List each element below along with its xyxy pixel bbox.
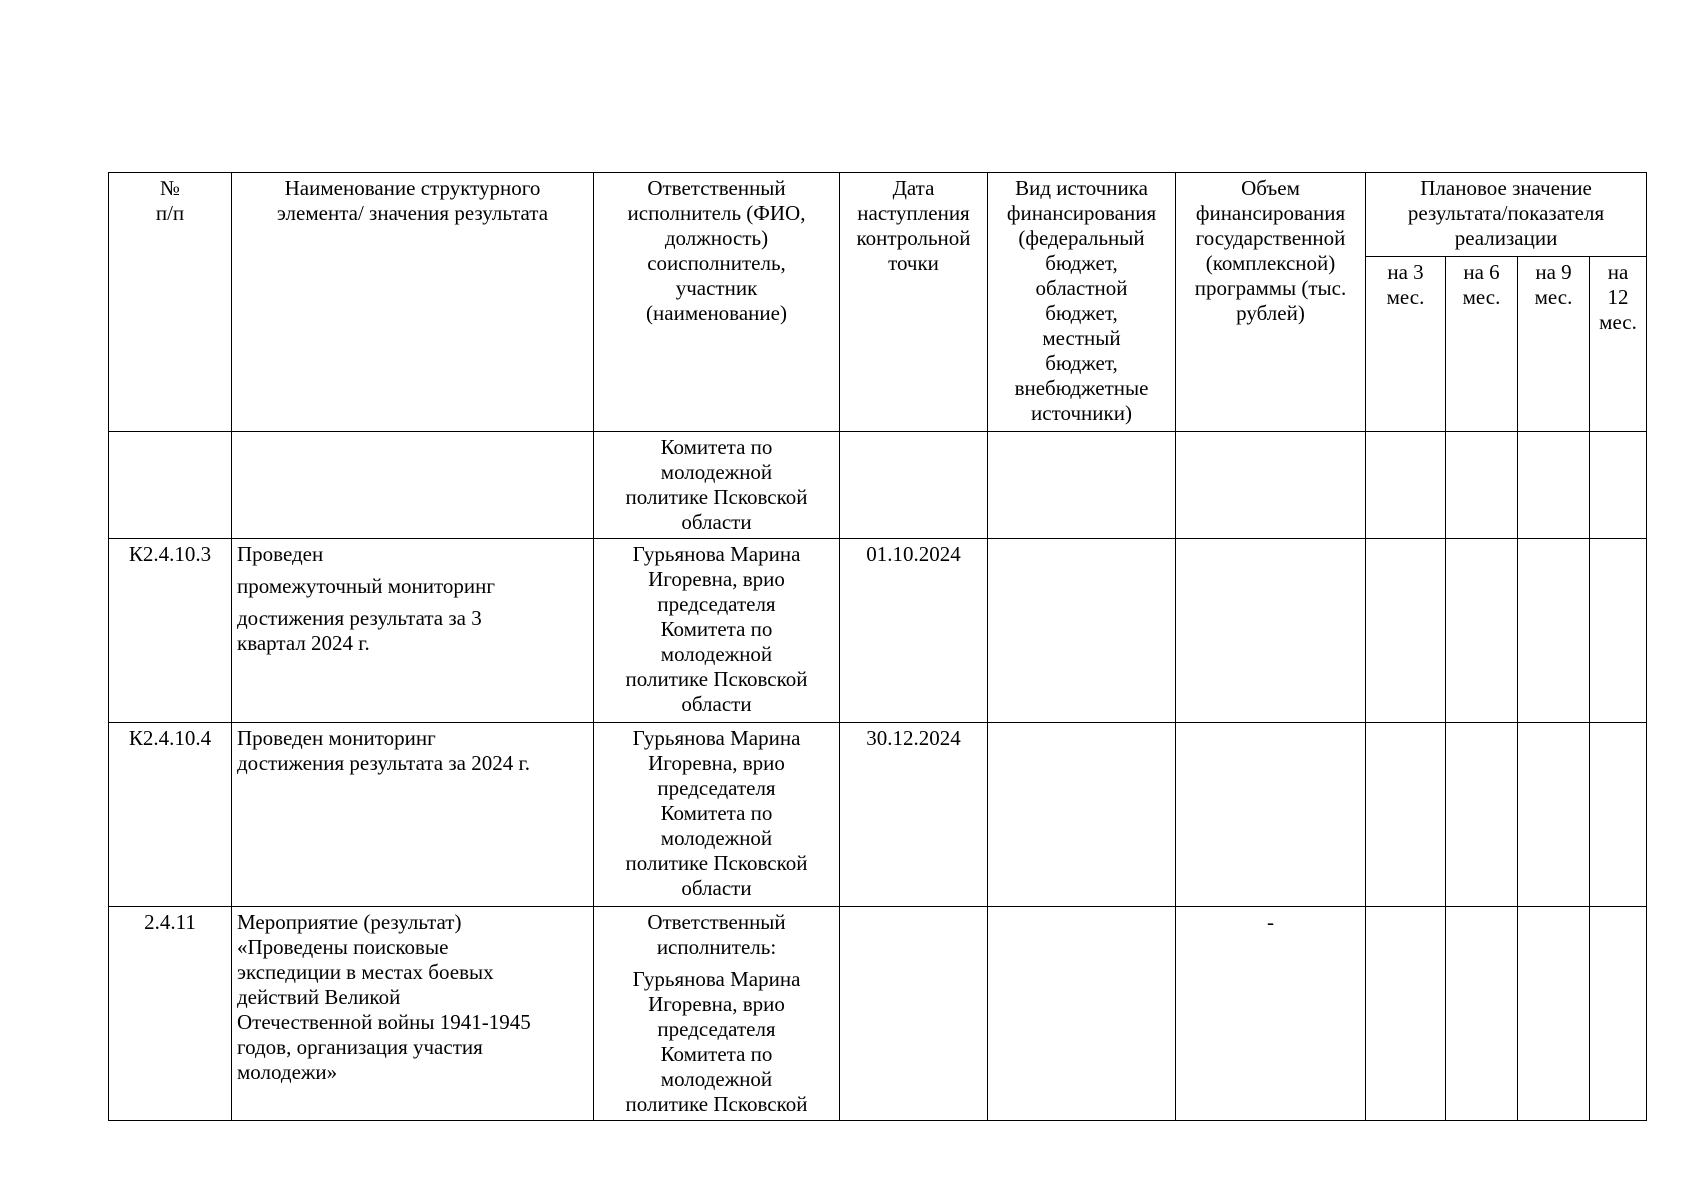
row-date: 30.12.2024 xyxy=(840,723,988,907)
header-12-months: на 12 мес. xyxy=(1590,257,1647,432)
row-date: 01.10.2024 xyxy=(840,539,988,723)
row-responsible: Гурьянова Марина Игоревна, врио председателя Комитета по молодежной политике Псковской области xyxy=(594,723,840,907)
row-source xyxy=(988,539,1176,723)
header-plan: Плановое значение результата/показателя реализации xyxy=(1366,173,1647,257)
row-date xyxy=(840,432,988,539)
table-row xyxy=(109,907,1647,1121)
row-plan-3 xyxy=(1366,723,1446,907)
row-plan-3 xyxy=(1366,432,1446,539)
row-name-line: достижения результата за 3 квартал 2024 г. xyxy=(237,606,482,655)
row-plan-12 xyxy=(1590,907,1647,1121)
row-volume xyxy=(1176,432,1366,539)
row-num: 2.4.11 xyxy=(109,907,232,1121)
header-source: Вид источника финансирования (федеральный бюджет, областной бюджет, местный бюджет, внебюджетные источники) xyxy=(988,173,1176,432)
row-plan-12 xyxy=(1590,432,1647,539)
row-plan-9 xyxy=(1518,539,1590,723)
row-plan-6 xyxy=(1446,539,1518,723)
row-responsible: Комитета по молодежной политике Псковской области xyxy=(594,432,840,539)
row-plan-6 xyxy=(1446,723,1518,907)
header-3-months: на 3 мес. xyxy=(1366,257,1446,432)
row-source xyxy=(988,723,1176,907)
row-responsible: Гурьянова Марина Игоревна, врио председателя Комитета по молодежной политике Псковской области xyxy=(594,539,840,723)
row-volume xyxy=(1176,539,1366,723)
row-name xyxy=(232,539,594,723)
header-9-months: на 9 мес. xyxy=(1518,257,1590,432)
row-name-line: промежуточный мониторинг xyxy=(237,574,495,598)
row-name: Мероприятие (результат) «Проведены поисковые экспедиции в местах боевых действий Великой Отечественной войны 1941-1945 годов, организация участия молодежи» xyxy=(232,907,594,1121)
row-plan-3 xyxy=(1366,539,1446,723)
header-date: Дата наступления контрольной точки xyxy=(840,173,988,432)
plan-table xyxy=(108,172,1647,1121)
row-plan-6 xyxy=(1446,907,1518,1121)
row-source xyxy=(988,907,1176,1121)
row-volume xyxy=(1176,723,1366,907)
table-row xyxy=(109,539,1647,723)
row-source xyxy=(988,432,1176,539)
header-num: № п/п xyxy=(109,173,232,432)
row-plan-3 xyxy=(1366,907,1446,1121)
row-num: К2.4.10.3 xyxy=(109,539,232,723)
row-responsible xyxy=(594,907,840,1121)
row-plan-12 xyxy=(1590,723,1647,907)
table-row xyxy=(109,723,1647,907)
header-6-months: на 6 мес. xyxy=(1446,257,1518,432)
row-plan-6 xyxy=(1446,432,1518,539)
row-num xyxy=(109,432,232,539)
row-plan-12 xyxy=(1590,539,1647,723)
table-row xyxy=(109,432,1647,539)
row-name xyxy=(232,432,594,539)
row-date xyxy=(840,907,988,1121)
row-responsible-person: Гурьянова Марина Игоревна, врио председателя Комитета по молодежной политике Псковской xyxy=(625,967,808,1116)
row-responsible-title: Ответственный исполнитель: xyxy=(647,910,786,959)
header-responsible: Ответственный исполнитель (ФИО, должность) соисполнитель, участник (наименование) xyxy=(594,173,840,432)
row-plan-9 xyxy=(1518,907,1590,1121)
row-volume: - xyxy=(1176,907,1366,1121)
row-name: Проведен мониторинг достижения результата за 2024 г. xyxy=(232,723,594,907)
header-name: Наименование структурного элемента/ значения результата xyxy=(232,173,594,432)
row-num: К2.4.10.4 xyxy=(109,723,232,907)
header-volume: Объем финансирования государственной (комплексной) программы (тыс. рублей) xyxy=(1176,173,1366,432)
row-name-line: Проведен xyxy=(237,542,324,566)
row-plan-9 xyxy=(1518,432,1590,539)
row-plan-9 xyxy=(1518,723,1590,907)
